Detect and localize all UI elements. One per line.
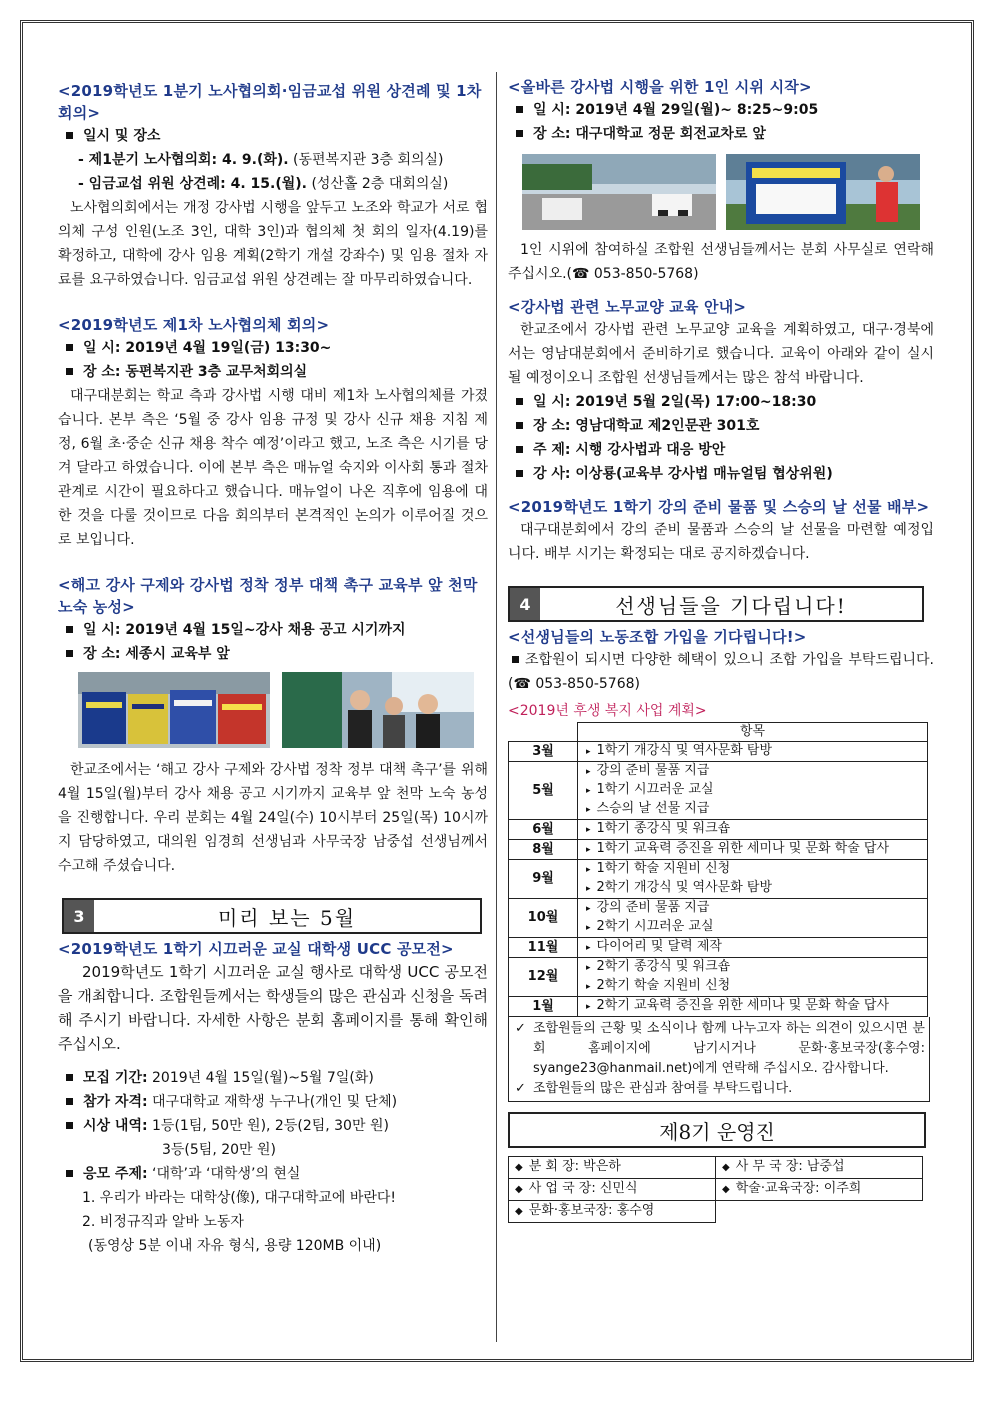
s3-date: 2019년 4월 15일~강사 채용 공고 시기까지 xyxy=(120,622,406,638)
welfare-note1: 조합원들의 근황 및 소식이나 함께 나누고자 하는 의견이 있으시면 분회 홈페이지에 남기시거나 문화·홍보국장(홍수영: syange23@hanmail.net)에게 연락해 주십시오. 감사합니다. xyxy=(533,1021,925,1076)
s4-theme2: 2. 비정규직과 알바 노동자 xyxy=(82,1214,244,1230)
square-bullet-icon xyxy=(66,626,73,633)
left-column xyxy=(58,80,488,1258)
staff-m2: 사 무 국 장: 남중섭 xyxy=(735,1159,845,1174)
s5-date-label: 일 시: xyxy=(533,102,571,118)
s1-item1-rest: (동편복지관 3층 회의실) xyxy=(288,152,444,168)
square-bullet-icon xyxy=(66,650,73,657)
triangle-bullet-icon: ▸ xyxy=(586,805,591,815)
staff-title: 제8기 운영진 xyxy=(508,1112,926,1148)
staff-member xyxy=(509,1179,716,1201)
square-bullet-icon xyxy=(516,470,523,477)
s3-title: <해고 강사 구제와 강사법 정착 정부 대책 촉구 교육부 앞 천막 노숙 농성> xyxy=(58,576,478,616)
welfare-table xyxy=(508,722,928,1017)
list-item xyxy=(582,840,923,859)
s4-title: <2019학년도 1학기 시끄러운 교실 대학생 UCC 공모전> xyxy=(58,940,454,958)
s5-date: 2019년 4월 29일(월)~ 8:25~9:05 xyxy=(570,102,819,118)
welfare-note2: 조합원들의 많은 관심과 참여를 부탁드립니다. xyxy=(533,1081,793,1096)
s7-title: <2019학년도 1학기 강의 준비 물품 및 스승의 날 선물 배부> xyxy=(508,498,930,516)
welfare-month: 5월 xyxy=(509,762,578,820)
s6-title: <강사법 관련 노무교양 교육 안내> xyxy=(508,298,747,316)
s1-item1-label: - 제1분기 노사협의회: 4. 9.(화). xyxy=(78,152,289,168)
table-row xyxy=(509,938,928,958)
staff-member xyxy=(716,1179,923,1201)
s6-topic: 시행 강사법과 대응 방안 xyxy=(570,442,726,458)
s1-item2-rest: (성산홀 2층 대회의실) xyxy=(307,176,449,192)
s5-place-label: 장 소: xyxy=(533,126,571,142)
section-4-number: 4 xyxy=(510,588,540,620)
square-bullet-icon xyxy=(516,130,523,137)
staff-member xyxy=(509,1157,716,1179)
staff-m3: 사 업 국 장: 신민식 xyxy=(528,1181,638,1196)
staff-member xyxy=(716,1157,923,1179)
square-bullet-icon xyxy=(66,1170,73,1177)
welfare-month: 1월 xyxy=(509,997,578,1017)
section-4-header xyxy=(508,586,924,622)
triangle-bullet-icon: ▸ xyxy=(586,747,591,757)
staff-m4: 학술·교육국장: 이주희 xyxy=(735,1181,862,1196)
welfare-month: 6월 xyxy=(509,820,578,840)
welfare-item-text: 2학기 교육력 증진을 위한 세미나 및 문화 학술 답사 xyxy=(596,998,890,1013)
table-row xyxy=(509,899,928,938)
s6-date-label: 일 시: xyxy=(533,394,571,410)
s1-item2-label: - 임금교섭 위원 상견례: 4. 15.(월). xyxy=(78,176,307,192)
welfare-items xyxy=(578,820,928,840)
s1-bullet: 일시 및 장소 xyxy=(83,128,161,144)
s4-prize1: 1등(1팀, 50만 원), 2등(2팀, 30만 원) xyxy=(147,1118,389,1134)
s4-theme: ‘대학’과 ‘대학생’의 현실 xyxy=(147,1166,301,1182)
list-item xyxy=(582,918,923,937)
list-item xyxy=(582,860,923,879)
s4-theme-note: (동영상 5분 이내 자유 형식, 용량 120MB 이내) xyxy=(88,1238,382,1254)
triangle-bullet-icon: ▸ xyxy=(586,845,591,855)
triangle-bullet-icon: ▸ xyxy=(586,786,591,796)
welfare-notes xyxy=(508,1017,930,1102)
s1-body: 노사협의회에서는 개정 강사법 시행을 앞두고 노조와 학교가 서로 협의체 구성 인원(노조 3인, 대학 3인)과 협의체 첫 회의 일자(4.19)를 확정하고, 대학에 강사 임용 계획(2학기 개설 강좌수) 및 임용 절차 자료를 요구하였습니다. 임금교섭 위원 상견례는 잘 마무리하였습니다. xyxy=(58,200,488,288)
check-icon: ✓ xyxy=(515,1021,526,1036)
s4-theme1: 1. 우리가 바라는 대학상(像), 대구대학교에 바란다! xyxy=(82,1190,397,1206)
list-item xyxy=(582,958,923,977)
check-icon: ✓ xyxy=(515,1081,526,1096)
triangle-bullet-icon: ▸ xyxy=(586,923,591,933)
staff-member xyxy=(509,1201,716,1223)
s2-place-label: 장 소: xyxy=(83,364,121,380)
welfare-item-text: 2학기 개강식 및 역사문화 탐방 xyxy=(596,880,773,895)
square-bullet-icon xyxy=(512,656,519,663)
road-protest-photo xyxy=(522,154,716,230)
table-row xyxy=(509,820,928,840)
s4-prize2: 3등(5팀, 20만 원) xyxy=(162,1142,276,1158)
list-item xyxy=(582,997,923,1016)
s6-body: 한교조에서 강사법 관련 노무교양 교육을 계획하였고, 대구·경북에서는 영남대분회에서 준비하기로 했습니다. 교육이 아래와 같이 실시될 예정이오니 조합원 선생님들께서는 많은 참석 바랍니다. xyxy=(508,322,934,386)
s3-photos xyxy=(58,672,488,748)
triangle-bullet-icon: ▸ xyxy=(586,825,591,835)
table-row xyxy=(509,958,928,997)
square-bullet-icon xyxy=(66,1074,73,1081)
triangle-bullet-icon: ▸ xyxy=(586,963,591,973)
list-item xyxy=(582,800,923,819)
welfare-items xyxy=(578,899,928,938)
welfare-month: 3월 xyxy=(509,742,578,762)
s4-theme-label: 응모 주제: xyxy=(83,1166,148,1182)
welfare-month: 9월 xyxy=(509,860,578,899)
welfare-item-text: 강의 준비 물품 지급 xyxy=(596,763,710,778)
s8-title: <선생님들의 노동조합 가입을 기다립니다!> xyxy=(508,628,807,646)
welfare-items xyxy=(578,958,928,997)
section-3-title: 미리 보는 5월 xyxy=(217,905,357,930)
welfare-item-text: 스승의 날 선물 지급 xyxy=(596,801,710,816)
s3-place: 세종시 교육부 앞 xyxy=(120,646,230,662)
section-4-title: 선생님들을 기다립니다! xyxy=(615,593,847,618)
welfare-items xyxy=(578,742,928,762)
staff-m1: 분 회 장: 박은하 xyxy=(528,1159,621,1174)
s4-prize-label: 시상 내역: xyxy=(83,1118,148,1134)
triangle-bullet-icon: ▸ xyxy=(586,884,591,894)
square-bullet-icon xyxy=(66,1122,73,1129)
table-row xyxy=(509,997,928,1017)
list-item xyxy=(582,820,923,839)
list-item xyxy=(582,742,923,761)
list-item xyxy=(582,977,923,996)
s2-date-label: 일 시: xyxy=(83,340,121,356)
welfare-month: 8월 xyxy=(509,840,578,860)
welfare-item-text: 1학기 교육력 증진을 위한 세미나 및 문화 학술 답사 xyxy=(596,841,890,856)
square-bullet-icon xyxy=(516,446,523,453)
welfare-month: 12월 xyxy=(509,958,578,997)
s3-place-label: 장 소: xyxy=(83,646,121,662)
s3-body: 한교조에서는 ‘해고 강사 구제와 강사법 정착 정부 대책 촉구’를 위해 4월 15일(월)부터 강사 채용 공고 시기까지 교육부 앞 천막 노숙 농성을 진행합니다. 우리 분회는 4월 24일(수) 10시부터 25일(목) 10시까지 담당하였고, 대의원 임경희 선생님과 사무국장 남중섭 선생님께서 수고해 주셨습니다. xyxy=(58,762,488,874)
welfare-item-text: 강의 준비 물품 지급 xyxy=(596,900,710,915)
s4-period: 2019년 4월 15일(월)~5월 7일(화) xyxy=(147,1070,374,1086)
diamond-icon: ◆ xyxy=(515,1162,523,1173)
section-3-header xyxy=(62,898,482,934)
square-bullet-icon xyxy=(516,106,523,113)
s5-title: <올바른 강사법 시행을 위한 1인 시위 시작> xyxy=(508,78,812,96)
welfare-items xyxy=(578,860,928,899)
s6-date: 2019년 5월 2일(목) 17:00~18:30 xyxy=(570,394,817,410)
s2-title: <2019학년도 제1차 노사협의체 회의> xyxy=(58,316,330,334)
s5-photos xyxy=(508,154,934,230)
square-bullet-icon xyxy=(66,1098,73,1105)
welfare-items xyxy=(578,840,928,860)
s4-period-label: 모집 기간: xyxy=(83,1070,148,1086)
staff-table xyxy=(508,1156,923,1223)
table-row xyxy=(509,840,928,860)
welfare-item-text: 1학기 시끄러운 교실 xyxy=(596,782,714,797)
s5-place: 대구대학교 정문 회전교차로 앞 xyxy=(570,126,766,142)
triangle-bullet-icon: ▸ xyxy=(586,982,591,992)
welfare-item-text: 2학기 종강식 및 워크숍 xyxy=(596,959,731,974)
square-bullet-icon xyxy=(516,398,523,405)
list-item xyxy=(582,879,923,898)
list-item xyxy=(582,762,923,781)
welfare-item-text: 다이어리 및 달력 제작 xyxy=(596,939,722,954)
s6-lecturer-label: 강 사: xyxy=(533,466,571,482)
s6-place-label: 장 소: xyxy=(533,418,571,434)
welfare-item-text: 1학기 개강식 및 역사문화 탐방 xyxy=(596,743,773,758)
table-row xyxy=(509,860,928,899)
staff-m5: 문화·홍보국장: 홍수영 xyxy=(528,1203,655,1218)
square-bullet-icon xyxy=(66,344,73,351)
column-divider xyxy=(496,72,497,1342)
s2-place: 동편복지관 3층 교무처회의실 xyxy=(120,364,308,380)
triangle-bullet-icon: ▸ xyxy=(586,865,591,875)
welfare-title: <2019년 후생 복지 사업 계획> xyxy=(508,703,707,719)
diamond-icon: ◆ xyxy=(722,1184,730,1195)
welfare-month: 11월 xyxy=(509,938,578,958)
s1-title: <2019학년도 1분기 노사협의회·임금교섭 위원 상견례 및 1차 회의> xyxy=(58,82,482,122)
s5-body: 1인 시위에 참여하실 조합원 선생님들께서는 분회 사무실로 연락해 주십시오.(☎ 053-850-5768) xyxy=(508,242,934,282)
square-bullet-icon xyxy=(66,132,73,139)
protest-tent-photo xyxy=(78,672,270,748)
s6-topic-label: 주 제: xyxy=(533,442,571,458)
square-bullet-icon xyxy=(66,368,73,375)
table-row xyxy=(509,742,928,762)
s2-date: 2019년 4월 19일(금) 13:30~ xyxy=(120,340,332,356)
diamond-icon: ◆ xyxy=(722,1162,730,1173)
s4-elig-label: 참가 자격: xyxy=(83,1094,148,1110)
square-bullet-icon xyxy=(516,422,523,429)
welfare-item-text: 1학기 학술 지원비 신청 xyxy=(596,861,731,876)
welfare-items xyxy=(578,762,928,820)
s4-body: 2019학년도 1학기 시끄러운 교실 행사로 대학생 UCC 공모전을 개최합니다. 조합원들께서는 학생들의 많은 관심과 신청을 독려해 주시기 바랍니다. 자세한 사항은 분회 홈페이지를 통해 확인해 주십시오. xyxy=(58,963,488,1053)
s6-lecturer: 이상룡(교육부 강사법 매뉴얼팀 협상위원) xyxy=(570,466,833,482)
welfare-header: 항목 xyxy=(578,723,928,742)
triangle-bullet-icon: ▸ xyxy=(586,943,591,953)
welfare-items xyxy=(578,938,928,958)
table-row xyxy=(509,762,928,820)
sign-protest-photo xyxy=(726,154,920,230)
welfare-month: 10월 xyxy=(509,899,578,938)
triangle-bullet-icon: ▸ xyxy=(586,904,591,914)
s8-body: 조합원이 되시면 다양한 혜택이 있으니 조합 가입을 부탁드립니다.(☎ 053-850-5768) xyxy=(508,652,934,692)
diamond-icon: ◆ xyxy=(515,1206,523,1217)
s3-date-label: 일 시: xyxy=(83,622,121,638)
triangle-bullet-icon: ▸ xyxy=(586,767,591,777)
list-item xyxy=(582,781,923,800)
welfare-items xyxy=(578,997,928,1017)
right-column xyxy=(508,76,934,1223)
welfare-item-text: 2학기 시끄러운 교실 xyxy=(596,919,714,934)
triangle-bullet-icon: ▸ xyxy=(586,1002,591,1012)
welfare-item-text: 1학기 종강식 및 워크숍 xyxy=(596,821,731,836)
diamond-icon: ◆ xyxy=(515,1184,523,1195)
welfare-item-text: 2학기 학술 지원비 신청 xyxy=(596,978,731,993)
s6-place: 영남대학교 제2인문관 301호 xyxy=(570,418,760,434)
protest-people-photo xyxy=(282,672,474,748)
s4-elig: 대구대학교 재학생 누구나(개인 및 단체) xyxy=(147,1094,398,1110)
list-item xyxy=(582,938,923,957)
list-item xyxy=(582,899,923,918)
s2-body: 대구대분회는 학교 측과 강사법 시행 대비 제1차 노사협의체를 가졌습니다. 본부 측은 ‘5월 중 강사 임용 규정 및 강사 신규 채용 지침 제정, 6월 초·중순 신규 채용 착수 예정’이라고 했고, 노조 측은 시기를 당겨 달라고 하였습니다. 이에 본부 측은 매뉴얼 숙지와 이사회 통과 절차 관계로 시간이 필요하다고 했습니다. 매뉴얼이 나온 직후에 임용에 대한 것을 다룰 것이므로 다음 회의부터 본격적인 논의가 이루어질 것으로 보입니다. xyxy=(58,388,488,548)
s7-body: 대구대분회에서 강의 준비 물품과 스승의 날 선물을 마련할 예정입니다. 배부 시기는 확정되는 대로 공지하겠습니다. xyxy=(508,522,934,562)
section-3-number: 3 xyxy=(64,900,94,932)
